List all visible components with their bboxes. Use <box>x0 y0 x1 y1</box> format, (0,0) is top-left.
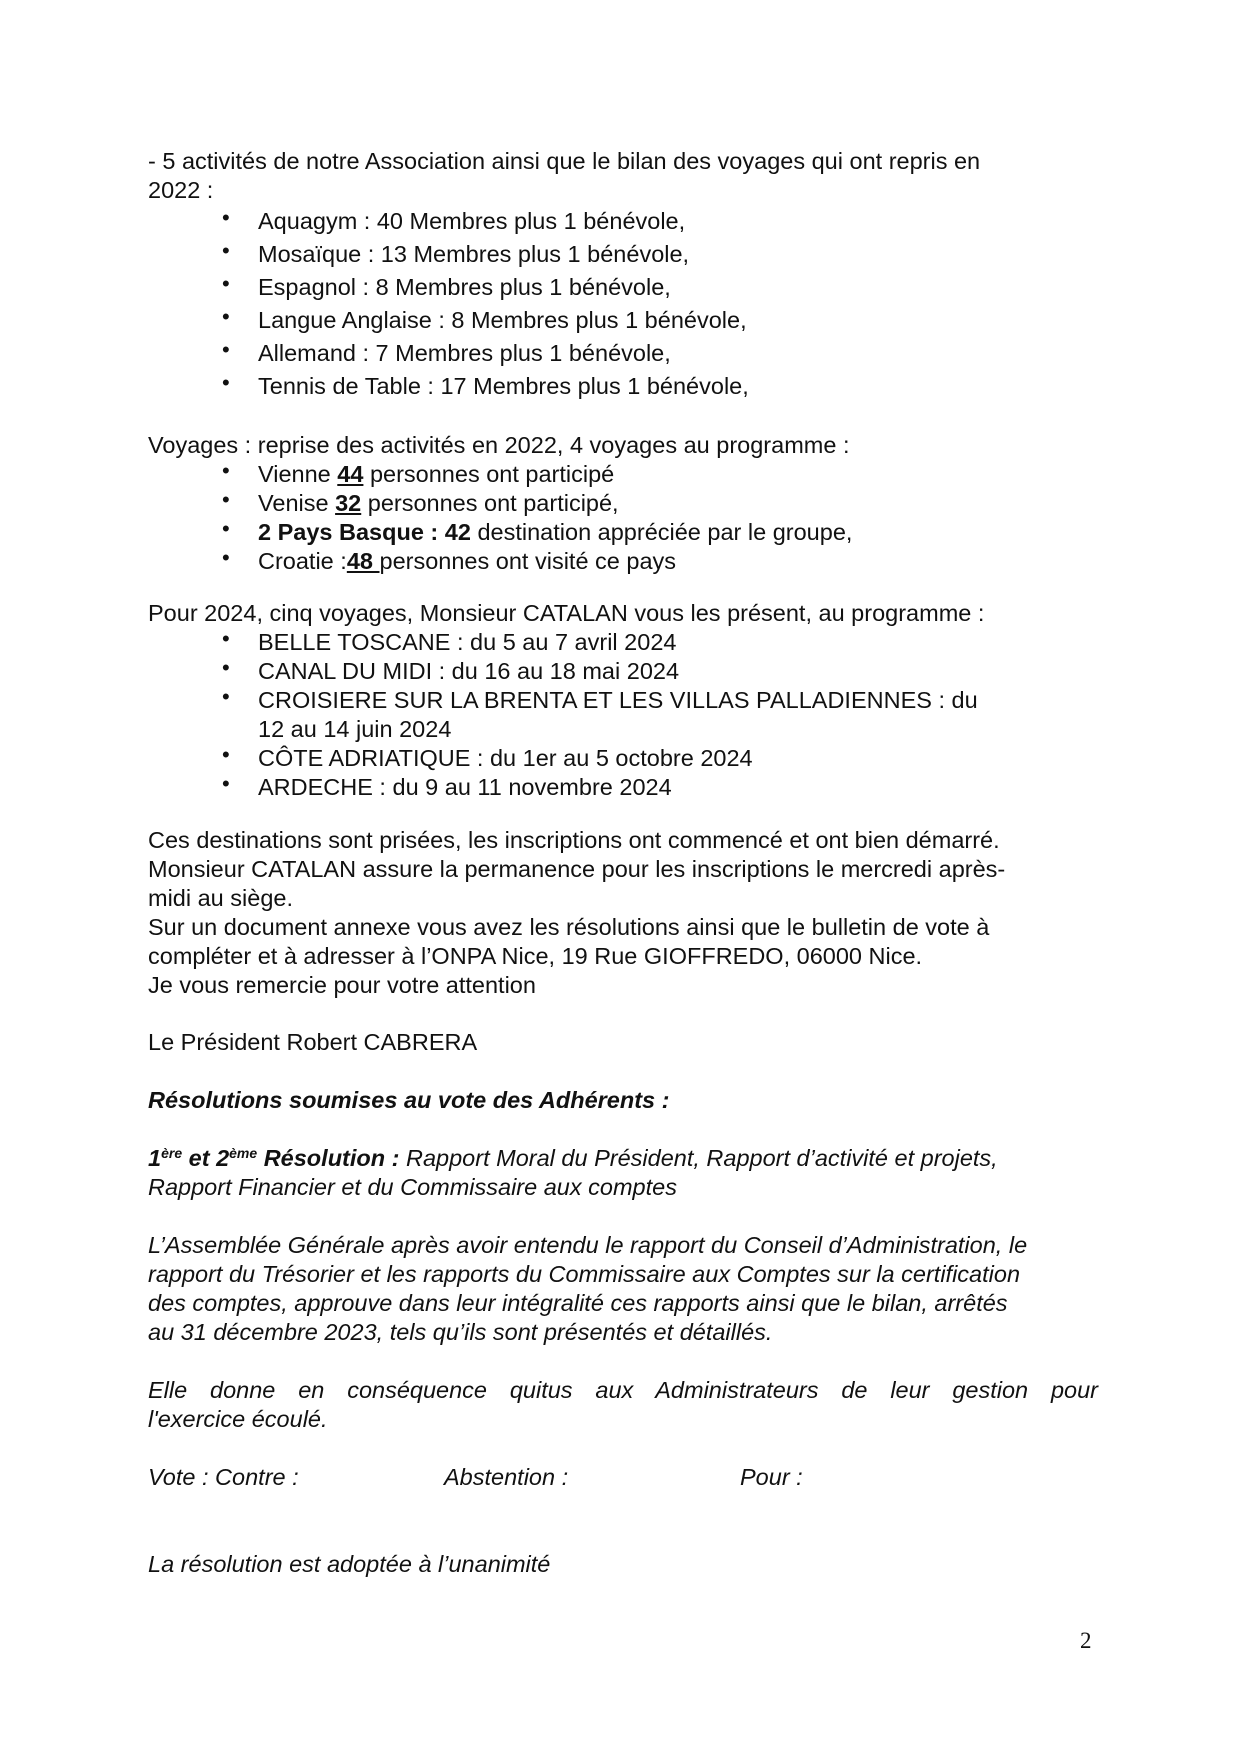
vote-pour-label: Pour : <box>740 1464 803 1490</box>
quitus-line-2: l'exercice écoulé. <box>148 1406 328 1432</box>
intro-line-1: - 5 activités de notre Association ainsi que le bilan des voyages qui ont repris en <box>148 148 981 174</box>
list-item: • ARDECHE : du 9 au 11 novembre 2024 <box>258 773 1078 802</box>
signature: Le Président Robert CABRERA <box>148 1029 478 1055</box>
list-item: • Espagnol : 8 Membres plus 1 bénévole, <box>258 273 1098 302</box>
vote-row <box>148 1463 1098 1492</box>
list-item: • BELLE TOSCANE : du 5 au 7 avril 2024 <box>258 628 1078 657</box>
document-page <box>148 147 1098 1579</box>
resolution-paragraph-line: au 31 décembre 2023, tels qu’ils sont présentés et détaillés. <box>148 1319 773 1345</box>
closing-line: Sur un document annexe vous avez les résolutions ainsi que le bulletin de vote à <box>148 914 990 940</box>
quitus-line-1: Elle donne en conséquence quitus aux Administrateurs de leur gestion pour <box>148 1377 1098 1403</box>
vote-abstention-label: Abstention : <box>444 1464 569 1490</box>
list-item: • Venise 32 personnes ont participé, <box>258 489 1098 518</box>
list-item: • Tennis de Table : 17 Membres plus 1 bénévole, <box>258 372 1098 401</box>
activities-list <box>148 207 1098 401</box>
list-item: • Aquagym : 40 Membres plus 1 bénévole, <box>258 207 1098 236</box>
list-item: • Mosaïque : 13 Membres plus 1 bénévole, <box>258 240 1098 269</box>
voyages-heading: Voyages : reprise des activités en 2022, 4 voyages au programme : <box>148 432 850 458</box>
list-item: • CÔTE ADRIATIQUE : du 1er au 5 octobre 2024 <box>258 744 1078 773</box>
resolution-title-line-2: Rapport Financier et du Commissaire aux comptes <box>148 1174 677 1200</box>
closing-line: Ces destinations sont prisées, les inscriptions ont commencé et ont bien démarré. <box>148 827 1000 853</box>
resolution-paragraph-line: L’Assemblée Générale après avoir entendu le rapport du Conseil d’Administration, le <box>148 1232 1028 1258</box>
closing-line: midi au siège. <box>148 885 293 911</box>
closing-line: Je vous remercie pour votre attention <box>148 972 536 998</box>
voyages-list <box>148 460 1098 576</box>
trips-2024-list <box>148 628 1098 802</box>
closing-line: Monsieur CATALAN assure la permanence pour les inscriptions le mercredi après- <box>148 856 1006 882</box>
list-item: • Vienne 44 personnes ont participé <box>258 460 1098 489</box>
resolution-result: La résolution est adoptée à l’unanimité <box>148 1551 551 1577</box>
list-item: • Langue Anglaise : 8 Membres plus 1 bénévole, <box>258 306 1098 335</box>
resolution-paragraph-line: des comptes, approuve dans leur intégralité ces rapports ainsi que le bilan, arrêtés <box>148 1290 1008 1316</box>
list-item: • CANAL DU MIDI : du 16 au 18 mai 2024 <box>258 657 1078 686</box>
resolution-paragraph-line: rapport du Trésorier et les rapports du Commissaire aux Comptes sur la certification <box>148 1261 1021 1287</box>
list-item: • Croatie :48 personnes ont visité ce pays <box>258 547 1098 576</box>
list-item: • Allemand : 7 Membres plus 1 bénévole, <box>258 339 1098 368</box>
list-item: • CROISIERE SUR LA BRENTA ET LES VILLAS PALLADIENNES : du 12 au 14 juin 2024 <box>258 686 998 744</box>
vote-contre-label: Vote : Contre : <box>148 1464 299 1490</box>
page-number: 2 <box>1080 1628 1092 1653</box>
list-item: • 2 Pays Basque : 42 destination appréciée par le groupe, <box>258 518 1098 547</box>
resolution-title: 1ère et 2ème Résolution : Rapport Moral du Président, Rapport d’activité et projets, <box>148 1145 998 1171</box>
intro-line-2: 2022 : <box>148 177 214 203</box>
trips-2024-heading: Pour 2024, cinq voyages, Monsieur CATALAN vous les présent, au programme : <box>148 600 985 626</box>
resolutions-heading: Résolutions soumises au vote des Adhérents : <box>148 1087 670 1113</box>
closing-line: compléter et à adresser à l’ONPA Nice, 19 Rue GIOFFREDO, 06000 Nice. <box>148 943 923 969</box>
